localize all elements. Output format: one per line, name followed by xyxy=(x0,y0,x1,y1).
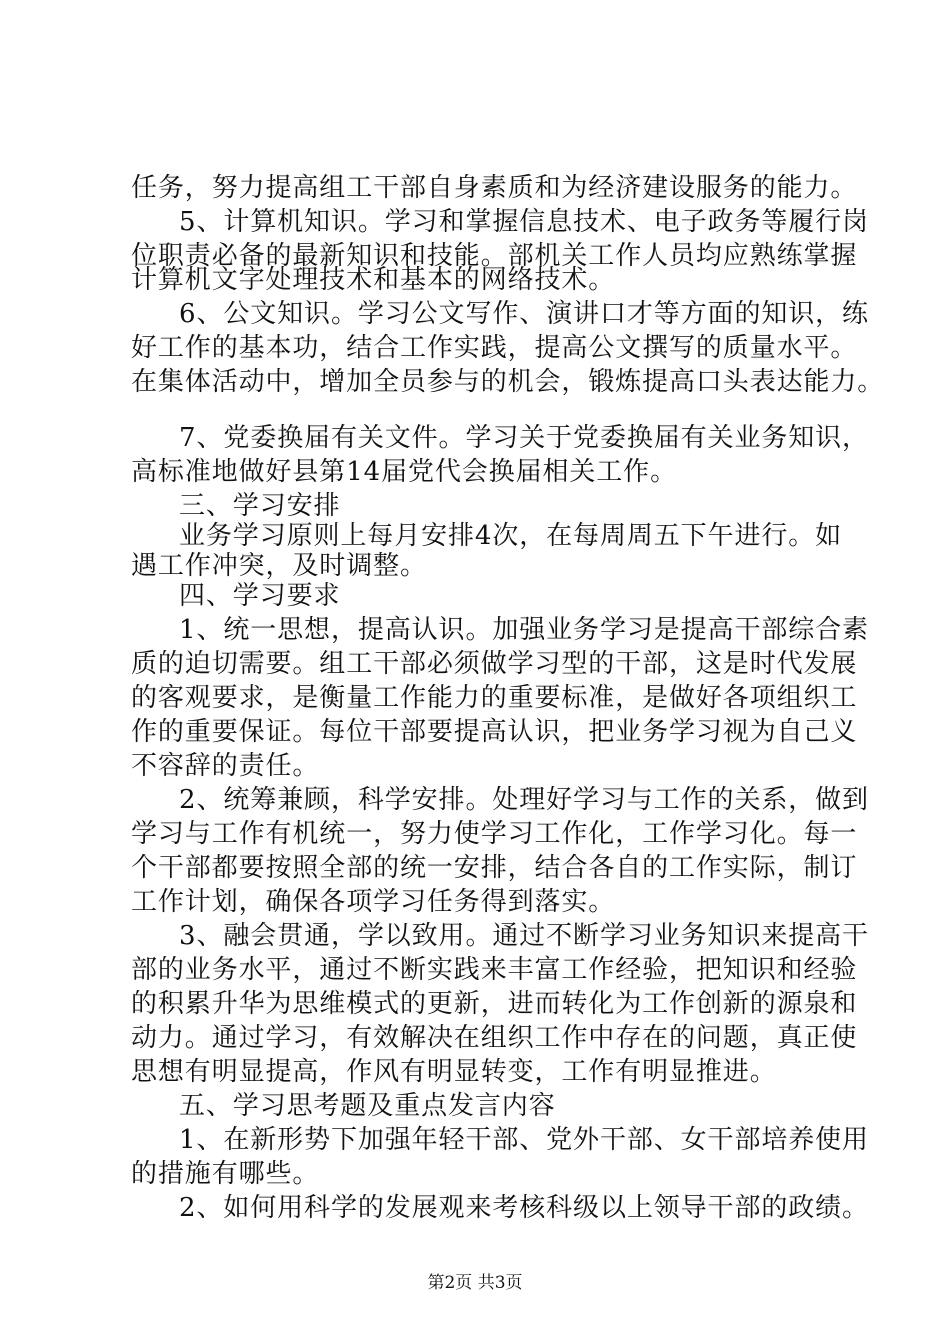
text-line: 3、融会贯通，学以致用。通过不断学习业务知识来提高干 xyxy=(179,921,869,951)
page-number-footer: 第2页 共3页 xyxy=(427,1273,523,1293)
text-line: 2、如何用科学的发展观来考核科级以上领导干部的政绩。 xyxy=(179,1193,869,1223)
text-line: 学习与工作有机统一，努力使学习工作化，工作学习化。每一 xyxy=(131,819,858,849)
text-line: 个干部都要按照全部的统一安排，结合各自的工作实际，制订 xyxy=(131,853,858,883)
section-heading: 五、学习思考题及重点发言内容 xyxy=(179,1091,556,1121)
text-line: 高标准地做好县第14届党代会换届相关工作。 xyxy=(131,457,677,487)
text-line: 的措施有哪些。 xyxy=(131,1159,320,1189)
text-line: 思想有明显提高，作风有明显转变，工作有明显推进。 xyxy=(131,1057,777,1087)
text-line: 作的重要保证。每位干部要提高认识，把业务学习视为自己义 xyxy=(131,717,858,747)
text-line: 1、在新形势下加强年轻干部、党外干部、女干部培养使用 xyxy=(179,1125,869,1155)
text-line: 位职责必备的最新知识和技能。部机关工作人员均应熟练掌握 xyxy=(131,241,858,271)
text-line: 7、党委换届有关文件。学习关于党委换届有关业务知识， xyxy=(179,423,869,453)
text-line: 1、统一思想，提高认识。加强业务学习是提高干部综合素 xyxy=(179,615,869,645)
text-line: 遇工作冲突，及时调整。 xyxy=(131,551,427,581)
section-heading: 四、学习要求 xyxy=(179,581,341,611)
text-line: 工作计划，确保各项学习任务得到落实。 xyxy=(131,887,616,917)
text-line: 5、计算机知识。学习和掌握信息技术、电子政务等履行岗 xyxy=(179,207,869,237)
text-line: 好工作的基本功，结合工作实践，提高公文撰写的质量水平。 xyxy=(131,333,858,363)
text-line: 动力。通过学习，有效解决在组织工作中存在的问题，真正使 xyxy=(131,1023,858,1053)
text-line: 计算机文字处理技术和基本的网络技术。 xyxy=(131,265,616,295)
text-line: 部的业务水平，通过不断实践来丰富工作经验，把知识和经验 xyxy=(131,955,858,985)
section-heading: 三、学习安排 xyxy=(179,491,341,521)
text-line: 的客观要求，是衡量工作能力的重要标准，是做好各项组织工 xyxy=(131,683,858,713)
text-line: 2、统筹兼顾，科学安排。处理好学习与工作的关系，做到 xyxy=(179,785,869,815)
text-line: 质的迫切需要。组工干部必须做学习型的干部，这是时代发展 xyxy=(131,649,858,679)
text-line: 不容辞的责任。 xyxy=(131,751,320,781)
text-line: 6、公文知识。学习公文写作、演讲口才等方面的知识，练 xyxy=(179,299,869,329)
text-line: 业务学习原则上每月安排4次，在每周周五下午进行。如 xyxy=(179,521,843,551)
text-line: 的积累升华为思维模式的更新，进而转化为工作创新的源泉和 xyxy=(131,989,858,1019)
text-line: 任务，努力提高组工干部自身素质和为经济建设服务的能力。 xyxy=(131,173,858,203)
text-line: 在集体活动中，增加全员参与的机会，锻炼提高口头表达能力。 xyxy=(131,367,885,397)
